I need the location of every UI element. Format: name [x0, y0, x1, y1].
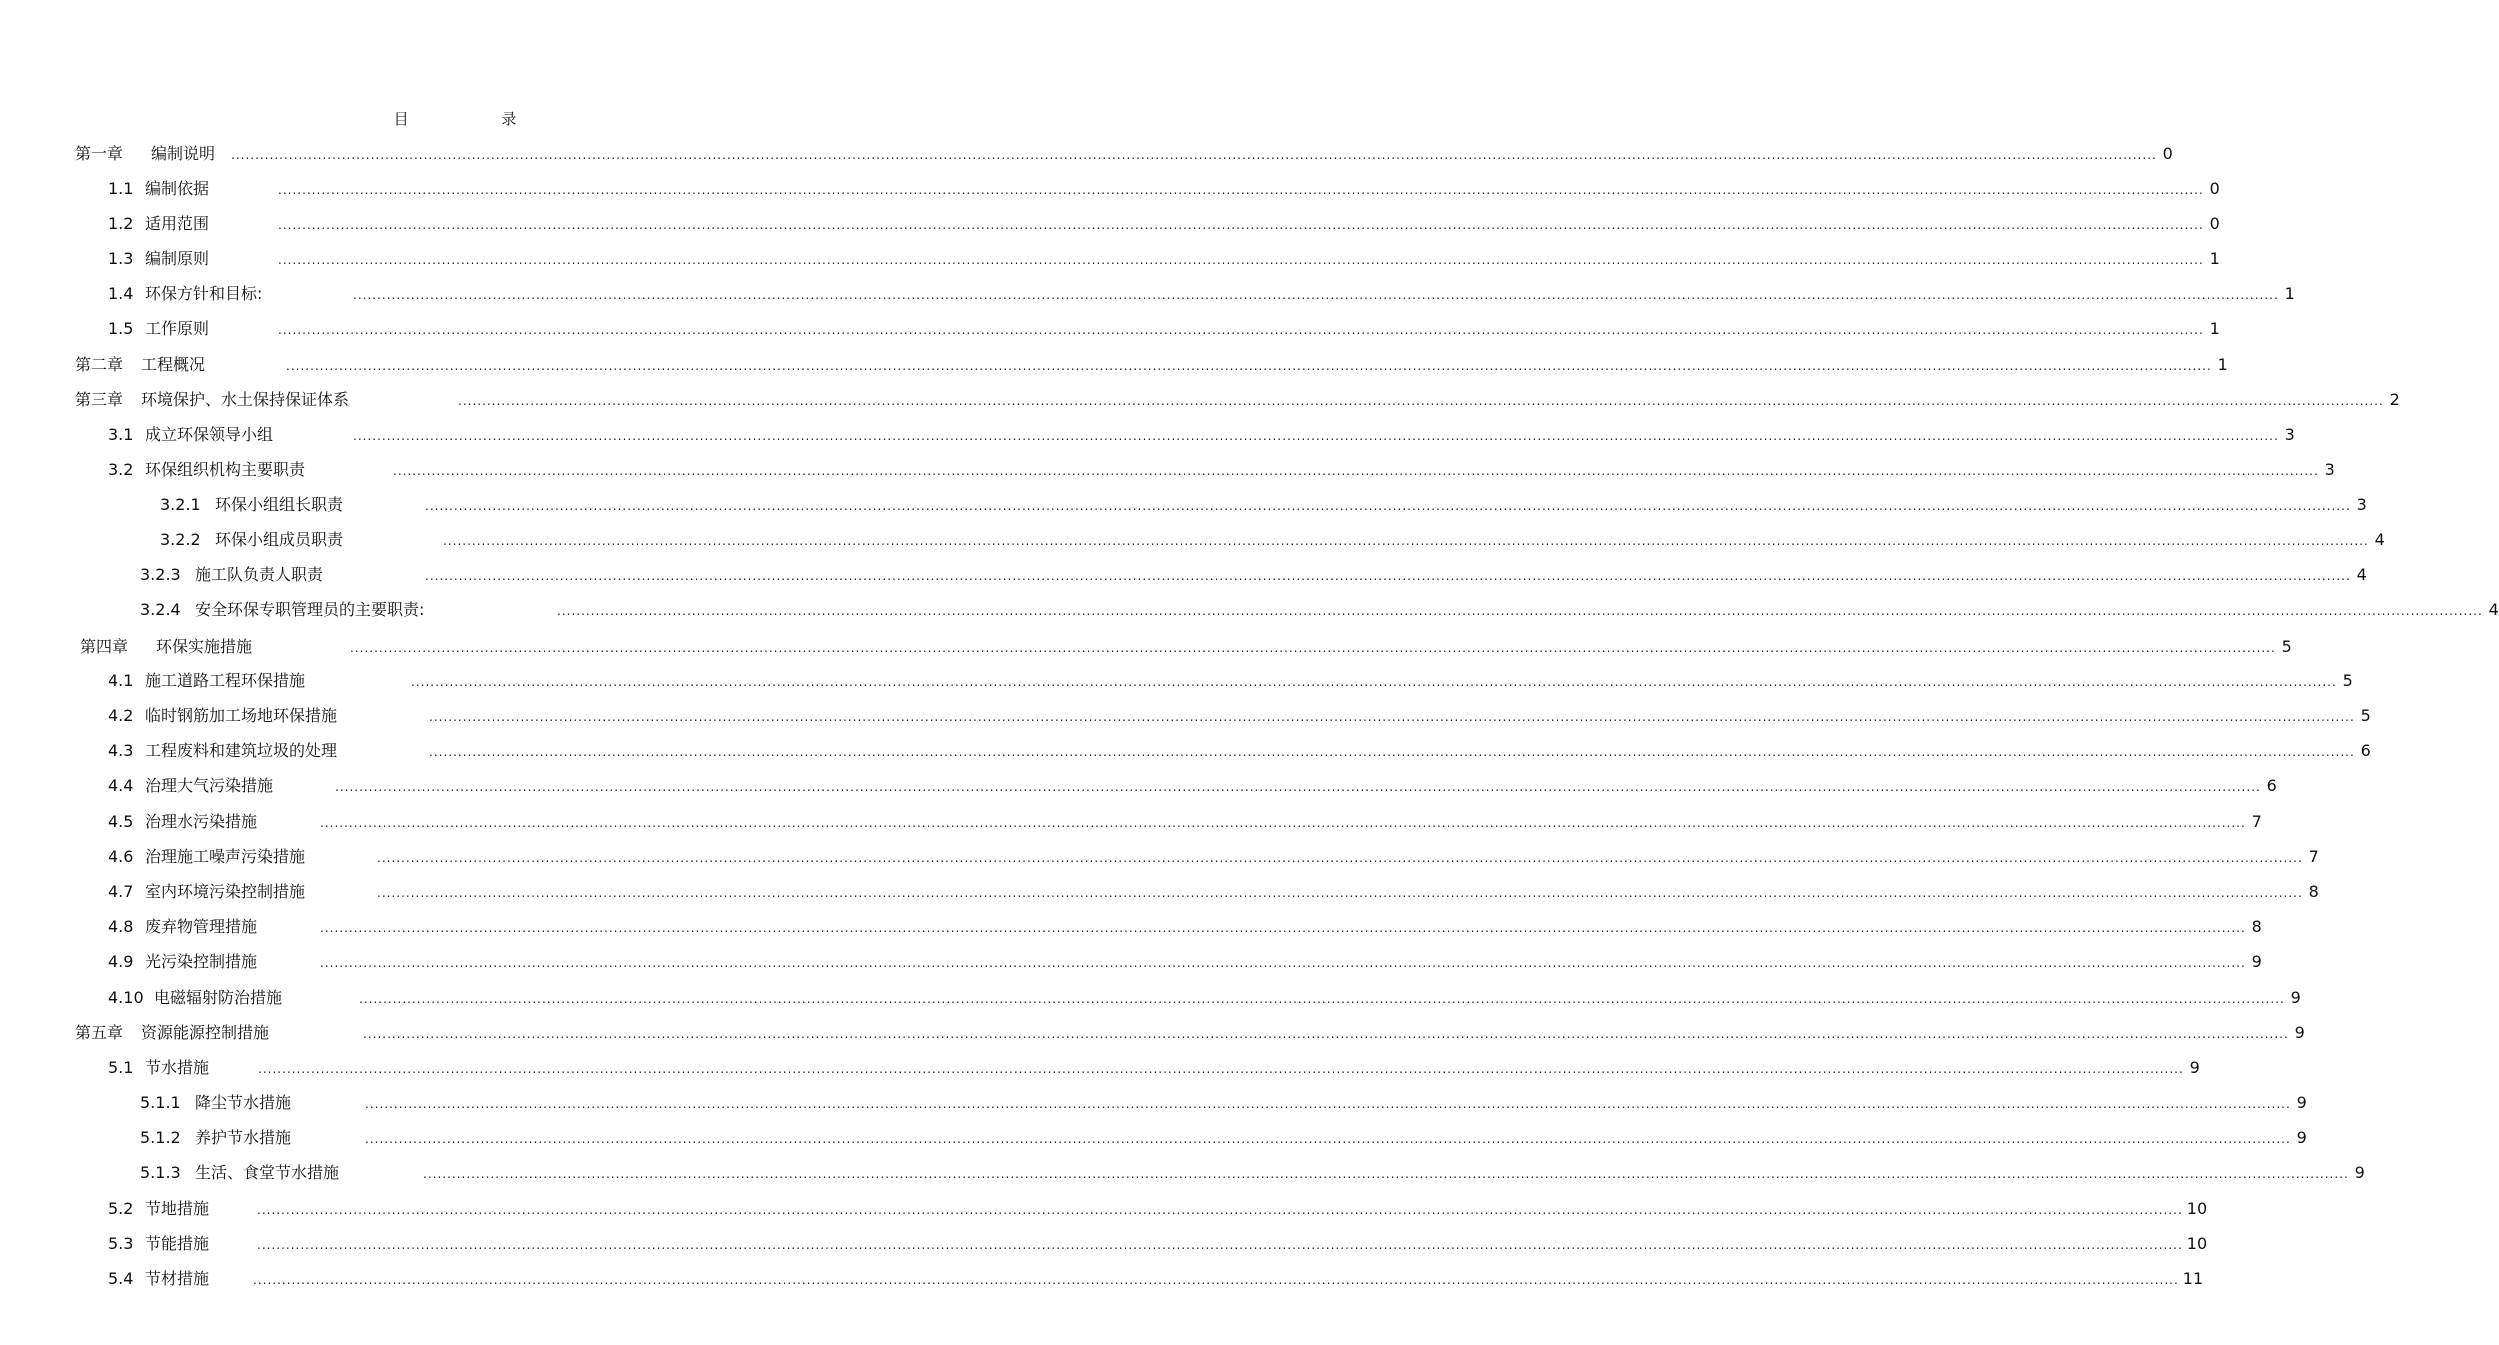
toc-entry-page: 3 [2356, 495, 2367, 514]
toc-entry-number: 5.1 [108, 1058, 134, 1077]
toc-leader-dots: ................................................................................................................................................................................................................................................................................................................................................................................................................ [365, 1097, 2291, 1111]
toc-entry[interactable] [108, 846, 2319, 868]
toc-entry-number: 4.3 [108, 741, 134, 760]
toc-leader-dots: ................................................................................................................................................................................................................................................................................................................................................................................................................ [350, 641, 2276, 655]
toc-entry-label: 光污染控制措施 [145, 952, 258, 971]
toc-entry-number: 5.1.3 [140, 1163, 181, 1182]
toc-entry-number: 5.2 [108, 1199, 134, 1218]
toc-entry-page: 1 [2217, 355, 2228, 374]
toc-entry-label: 环保组织机构主要职责 [145, 460, 306, 479]
toc-entry-page: 9 [2296, 1093, 2307, 1112]
toc-entry[interactable] [108, 459, 2335, 481]
toc-leader-dots: ................................................................................................................................................................................................................................................................................................................................................................................................................ [458, 394, 2384, 408]
toc-leader-dots: ................................................................................................................................................................................................................................................................................................................................................................................................................ [286, 359, 2212, 373]
toc-entry[interactable] [108, 1057, 2200, 1079]
toc-entry-number: 3.2.3 [140, 565, 181, 584]
toc-entry-page: 9 [2290, 988, 2301, 1007]
toc-leader-dots: ................................................................................................................................................................................................................................................................................................................................................................................................................ [320, 956, 2246, 970]
toc-entry[interactable] [108, 424, 2295, 446]
toc-entry-label: 环保小组成员职责 [215, 530, 344, 549]
toc-leader-dots: ................................................................................................................................................................................................................................................................................................................................................................................................................ [257, 1203, 2183, 1217]
toc-leader-dots: ................................................................................................................................................................................................................................................................................................................................................................................................................ [231, 148, 2157, 162]
toc-leader-dots: ................................................................................................................................................................................................................................................................................................................................................................................................................ [278, 218, 2204, 232]
toc-entry-page: 3 [2284, 425, 2295, 444]
toc-entry-label: 编制说明 [151, 144, 216, 163]
toc-entry[interactable] [108, 670, 2353, 692]
toc-entry-page: 0 [2162, 144, 2173, 163]
toc-entry-number: 3.2 [108, 460, 134, 479]
toc-entry[interactable] [108, 705, 2371, 727]
toc-entry[interactable] [108, 740, 2371, 762]
toc-entry-page: 9 [2294, 1023, 2305, 1042]
toc-entry-label: 节地措施 [145, 1199, 210, 1218]
toc-entry-number: 4.8 [108, 917, 134, 936]
toc-entry-page: 7 [2251, 812, 2262, 831]
toc-entry-label: 安全环保专职管理员的主要职责: [195, 600, 425, 619]
toc-entry-label: 编制依据 [145, 179, 210, 198]
toc-leader-dots: ................................................................................................................................................................................................................................................................................................................................................................................................................ [377, 886, 2303, 900]
toc-entry-page: 2 [2389, 390, 2400, 409]
toc-entry[interactable] [108, 248, 2220, 270]
toc-entry-label: 施工道路工程环保措施 [145, 671, 306, 690]
toc-entry[interactable] [108, 1233, 2208, 1255]
toc-entry-page: 6 [2360, 741, 2371, 760]
toc-entry-label: 电磁辐射防治措施 [154, 988, 283, 1007]
toc-entry-page: 8 [2251, 917, 2262, 936]
toc-entry-number: 第二章 [75, 355, 124, 374]
toc-entry-number: 4.7 [108, 882, 134, 901]
toc-leader-dots: ................................................................................................................................................................................................................................................................................................................................................................................................................ [425, 499, 2351, 513]
toc-entry-page: 4 [2488, 600, 2499, 619]
toc-leader-dots: ................................................................................................................................................................................................................................................................................................................................................................................................................ [557, 604, 2483, 618]
toc-entry[interactable] [75, 354, 2228, 376]
toc-entry-page: 9 [2189, 1058, 2200, 1077]
toc-leader-dots: ................................................................................................................................................................................................................................................................................................................................................................................................................ [393, 464, 2319, 478]
toc-entry-number: 第一章 [75, 144, 124, 163]
toc-entry-label: 成立环保领导小组 [145, 425, 274, 444]
toc-entry[interactable] [108, 318, 2220, 340]
toc-leader-dots: ................................................................................................................................................................................................................................................................................................................................................................................................................ [258, 1062, 2184, 1076]
toc-entry-label: 工程废料和建筑垃圾的处理 [145, 741, 338, 760]
toc-entry[interactable] [140, 564, 2367, 586]
toc-entry[interactable] [80, 636, 2292, 658]
toc-entry-number: 第五章 [75, 1023, 124, 1042]
toc-entry[interactable] [108, 213, 2220, 235]
toc-leader-dots: ................................................................................................................................................................................................................................................................................................................................................................................................................ [425, 569, 2351, 583]
toc-entry-number: 第四章 [80, 637, 129, 656]
toc-entry-page: 5 [2281, 637, 2292, 656]
toc-entry[interactable] [108, 881, 2319, 903]
toc-entry-label: 资源能源控制措施 [141, 1023, 270, 1042]
toc-entry[interactable] [160, 494, 2367, 516]
toc-entry[interactable] [108, 283, 2295, 305]
toc-entry-number: 1.1 [108, 179, 134, 198]
toc-entry-page: 4 [2374, 530, 2385, 549]
toc-entry-page: 10 [2186, 1234, 2208, 1253]
toc-entry-page: 1 [2209, 249, 2220, 268]
toc-entry-label: 编制原则 [145, 249, 210, 268]
toc-entry-number: 4.6 [108, 847, 134, 866]
toc-title: 目 录 [393, 110, 561, 128]
toc-leader-dots: ................................................................................................................................................................................................................................................................................................................................................................................................................ [411, 675, 2337, 689]
toc-entry-label: 节能措施 [145, 1234, 210, 1253]
toc-entry-page: 8 [2308, 882, 2319, 901]
toc-entry-number: 4.4 [108, 776, 134, 795]
toc-entry-label: 工程概况 [141, 355, 206, 374]
toc-entry-number: 1.4 [108, 284, 134, 303]
toc-entry-number: 第三章 [75, 390, 124, 409]
toc-entry-label: 施工队负责人职责 [195, 565, 324, 584]
toc-leader-dots: ................................................................................................................................................................................................................................................................................................................................................................................................................ [363, 1027, 2289, 1041]
toc-entry-page: 0 [2209, 179, 2220, 198]
toc-leader-dots: ................................................................................................................................................................................................................................................................................................................................................................................................................ [443, 534, 2369, 548]
toc-entry-number: 4.1 [108, 671, 134, 690]
toc-leader-dots: ................................................................................................................................................................................................................................................................................................................................................................................................................ [429, 710, 2355, 724]
toc-leader-dots: ................................................................................................................................................................................................................................................................................................................................................................................................................ [359, 992, 2285, 1006]
toc-entry-number: 4.10 [108, 988, 144, 1007]
toc-entry-label: 降尘节水措施 [195, 1093, 292, 1112]
toc-entry-label: 治理水污染措施 [145, 812, 258, 831]
toc-entry-number: 1.5 [108, 319, 134, 338]
toc-entry-number: 3.2.2 [160, 530, 201, 549]
toc-entry-page: 1 [2284, 284, 2295, 303]
toc-leader-dots: ................................................................................................................................................................................................................................................................................................................................................................................................................ [353, 429, 2279, 443]
toc-entry-number: 3.2.1 [160, 495, 201, 514]
toc-entry-label: 治理施工噪声污染措施 [145, 847, 306, 866]
toc-entry-label: 室内环境污染控制措施 [145, 882, 306, 901]
toc-entry-page: 10 [2186, 1199, 2208, 1218]
toc-entry[interactable] [108, 178, 2220, 200]
toc-entry[interactable] [75, 389, 2400, 411]
toc-entry-page: 3 [2324, 460, 2335, 479]
toc-entry-label: 环保小组组长职责 [215, 495, 344, 514]
toc-leader-dots: ................................................................................................................................................................................................................................................................................................................................................................................................................ [278, 323, 2204, 337]
toc-entry-label: 废弃物管理措施 [145, 917, 258, 936]
toc-entry-label: 环保方针和目标: [145, 284, 263, 303]
toc-entry-page: 4 [2356, 565, 2367, 584]
toc-leader-dots: ................................................................................................................................................................................................................................................................................................................................................................................................................ [278, 183, 2204, 197]
toc-leader-dots: ................................................................................................................................................................................................................................................................................................................................................................................................................ [320, 816, 2246, 830]
toc-leader-dots: ................................................................................................................................................................................................................................................................................................................................................................................................................ [335, 780, 2261, 794]
toc-entry-number: 3.1 [108, 425, 134, 444]
toc-entry-page: 6 [2266, 776, 2277, 795]
toc-entry-number: 4.5 [108, 812, 134, 831]
toc-entry[interactable] [108, 775, 2277, 797]
toc-entry[interactable] [140, 1127, 2307, 1149]
toc-entry[interactable] [108, 951, 2262, 973]
toc-entry-number: 4.9 [108, 952, 134, 971]
toc-entry-label: 治理大气污染措施 [145, 776, 274, 795]
toc-entry-label: 临时钢筋加工场地环保措施 [145, 706, 338, 725]
toc-entry-page: 1 [2209, 319, 2220, 338]
toc-leader-dots: ................................................................................................................................................................................................................................................................................................................................................................................................................ [365, 1132, 2291, 1146]
toc-entry-label: 环保实施措施 [156, 637, 253, 656]
toc-leader-dots: ................................................................................................................................................................................................................................................................................................................................................................................................................ [353, 288, 2279, 302]
toc-entry[interactable] [108, 987, 2301, 1009]
toc-leader-dots: ................................................................................................................................................................................................................................................................................................................................................................................................................ [423, 1167, 2349, 1181]
toc-entry-number: 1.2 [108, 214, 134, 233]
toc-entry-page: 7 [2308, 847, 2319, 866]
toc-entry[interactable] [140, 1092, 2307, 1114]
toc-entry-page: 5 [2342, 671, 2353, 690]
toc-entry-page: 9 [2296, 1128, 2307, 1147]
toc-entry-page: 11 [2182, 1269, 2204, 1288]
toc-entry-label: 节材措施 [145, 1269, 210, 1288]
toc-entry[interactable] [75, 1022, 2305, 1044]
toc-entry-number: 5.4 [108, 1269, 134, 1288]
toc-entry[interactable] [108, 811, 2262, 833]
toc-entry[interactable] [108, 1198, 2208, 1220]
toc-leader-dots: ................................................................................................................................................................................................................................................................................................................................................................................................................ [429, 745, 2355, 759]
toc-entry-label: 工作原则 [145, 319, 210, 338]
toc-entry[interactable] [108, 1268, 2204, 1290]
toc-leader-dots: ................................................................................................................................................................................................................................................................................................................................................................................................................ [377, 851, 2303, 865]
toc-entry-page: 5 [2360, 706, 2371, 725]
toc-entry-number: 5.3 [108, 1234, 134, 1253]
toc-entry-number: 3.2.4 [140, 600, 181, 619]
toc-leader-dots: ................................................................................................................................................................................................................................................................................................................................................................................................................ [278, 253, 2204, 267]
toc-entry[interactable] [75, 143, 2173, 165]
toc-entry-number: 5.1.2 [140, 1128, 181, 1147]
toc-entry-label: 适用范围 [145, 214, 210, 233]
toc-entry-label: 养护节水措施 [195, 1128, 292, 1147]
toc-entry-number: 4.2 [108, 706, 134, 725]
toc-leader-dots: ................................................................................................................................................................................................................................................................................................................................................................................................................ [257, 1238, 2183, 1252]
toc-entry-page: 9 [2354, 1163, 2365, 1182]
toc-entry-label: 环境保护、水土保持保证体系 [141, 390, 350, 409]
toc-entry[interactable] [140, 1162, 2365, 1184]
toc-leader-dots: ................................................................................................................................................................................................................................................................................................................................................................................................................ [320, 921, 2246, 935]
toc-entry-number: 1.3 [108, 249, 134, 268]
toc-leader-dots: ................................................................................................................................................................................................................................................................................................................................................................................................................ [253, 1273, 2179, 1287]
toc-entry[interactable] [140, 599, 2499, 621]
toc-entry-page: 0 [2209, 214, 2220, 233]
toc-entry[interactable] [160, 529, 2385, 551]
toc-entry-label: 节水措施 [145, 1058, 210, 1077]
toc-entry[interactable] [108, 916, 2262, 938]
toc-entry-number: 5.1.1 [140, 1093, 181, 1112]
toc-entry-page: 9 [2251, 952, 2262, 971]
toc-entry-label: 生活、食堂节水措施 [195, 1163, 340, 1182]
